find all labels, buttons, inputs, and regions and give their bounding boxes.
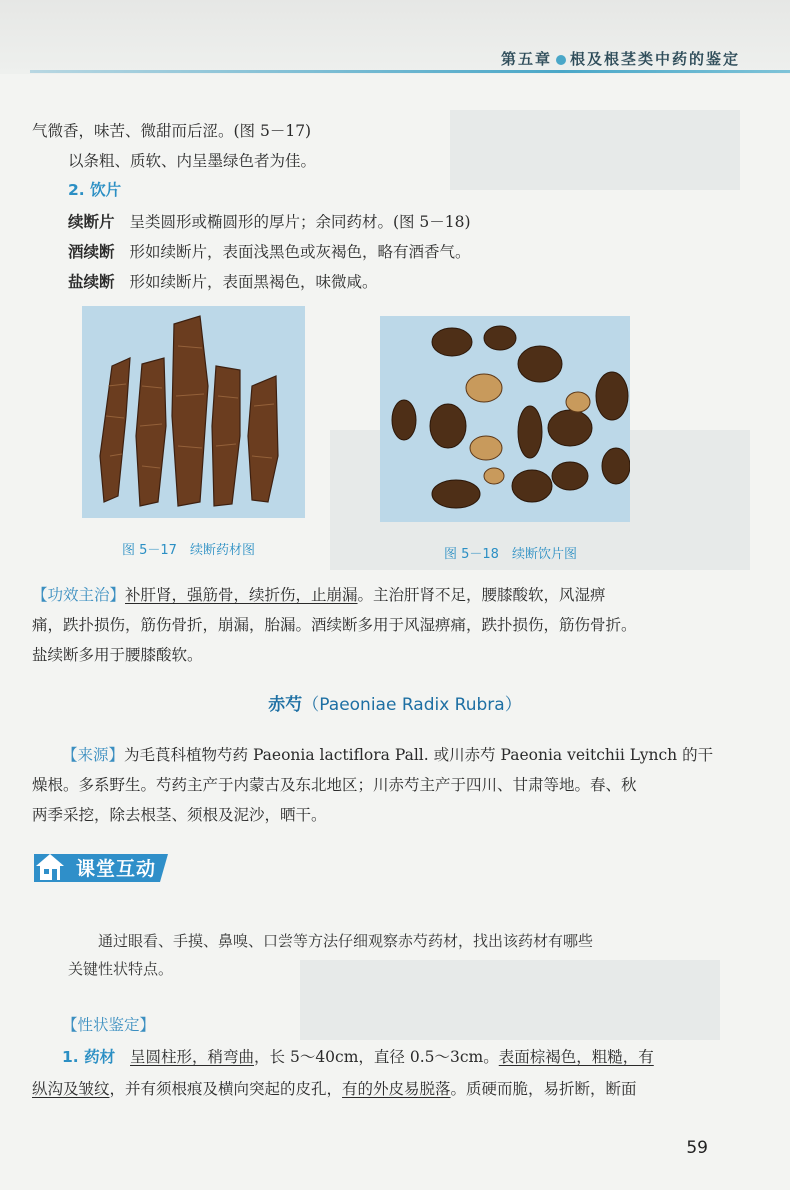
item-text: 呈类圆形或椭圆形的厚片；余同药材。(图 5－18) [129, 213, 471, 231]
text-span: 为毛莨科植物芍药 Paeonia lactiflora Pall. 或川赤芍 Paeonia veitchii Lynch 的干 [124, 746, 714, 764]
underlined-text: 纵沟及皱纹 [32, 1080, 110, 1098]
page-number: 59 [686, 1138, 708, 1158]
classroom-banner [30, 848, 172, 884]
underlined-text: 有的外皮易脱落 [342, 1080, 451, 1098]
item-name: 酒续断 [68, 242, 115, 261]
section-tag-line [62, 1014, 155, 1036]
paragraph-line: 两季采挖，除去根茎、须根及泥沙，晒干。 [32, 806, 327, 824]
herb-section-title [0, 690, 790, 715]
underlined-text: 表面棕褐色，粗糙，有 [498, 1048, 654, 1066]
header-rule [30, 70, 790, 73]
text-span: 。质硬而脆，易折断，断面 [450, 1080, 637, 1098]
item-row [68, 241, 470, 263]
figure-caption: 图 5－18 续断饮片图 [444, 547, 577, 562]
text-span: ，并有须根痕及横向突起的皮孔， [109, 1080, 343, 1098]
subsection-heading: 1. 药材 [62, 1048, 116, 1066]
subsection-heading: 2. 饮片 [68, 181, 122, 199]
paragraph-line: 以条粗、质软、内呈墨绿色者为佳。 [68, 152, 317, 170]
paragraph-line [32, 1078, 637, 1100]
banner-label: 课堂互动 [76, 858, 157, 880]
paragraph-line: 盐续断多用于腰膝酸软。 [32, 646, 203, 664]
item-row [68, 211, 471, 233]
section-tag: 【功效主治】 [32, 586, 126, 604]
section-tag: 【来源】 [62, 746, 125, 764]
paragraph-line: 痛，跌扑损伤，筋伤骨折，崩漏，胎漏。酒续断多用于风湿痹痛，跌扑损伤，筋伤骨折。 [32, 616, 637, 634]
figure-5-18-photo [380, 316, 630, 522]
paragraph-line: 燥根。多系野生。芍药主产于内蒙古及东北地区；川赤芍主产于四川、甘肃等地。春、秋 [32, 776, 637, 794]
running-head [501, 48, 740, 69]
activity-text: 通过眼看、手摸、鼻嗅、口尝等方法仔细观察赤芍药材，找出该药材有哪些 [98, 932, 594, 950]
item-name: 续断片 [68, 212, 115, 231]
figure-caption: 图 5－17 续断药材图 [122, 543, 255, 558]
chapter-title: 根及根茎类中药的鉴定 [569, 50, 740, 68]
text-span: ，长 5～40cm，直径 0.5～3cm。 [254, 1048, 499, 1066]
dried-root-sticks-image [82, 306, 305, 518]
activity-text: 关键性状特点。 [68, 960, 174, 978]
bleed-through-shadow [300, 960, 720, 1040]
root-slices-image [380, 316, 630, 522]
bleed-through-shadow [450, 110, 740, 190]
paragraph-line [62, 744, 713, 766]
paragraph-line: 气微香，味苦、微甜而后涩。(图 5－17) [32, 122, 312, 140]
bullet-icon [556, 55, 566, 65]
underlined-text: 补肝肾，强筋骨，续折伤，止崩漏 [125, 586, 358, 604]
item-name: 盐续断 [68, 272, 115, 291]
item-text: 形如续断片，表面浅黑色或灰褐色，略有酒香气。 [129, 243, 471, 261]
underlined-text: 呈圆柱形，稍弯曲 [130, 1048, 255, 1066]
herb-latin-name: （Paeoniae Radix Rubra） [302, 695, 522, 715]
herb-name: 赤芍 [268, 695, 303, 715]
text-span: 。主治肝肾不足，腰膝酸软，风湿痹 [357, 586, 606, 604]
paragraph-line [32, 584, 606, 606]
paragraph-line [62, 1046, 654, 1068]
section-tag: 【性状鉴定】 [62, 1016, 156, 1034]
figure-5-17-photo [82, 306, 305, 518]
item-text: 形如续断片，表面黑褐色，味微咸。 [129, 273, 378, 291]
chapter-label: 第五章 [500, 50, 552, 68]
item-row [68, 271, 377, 293]
